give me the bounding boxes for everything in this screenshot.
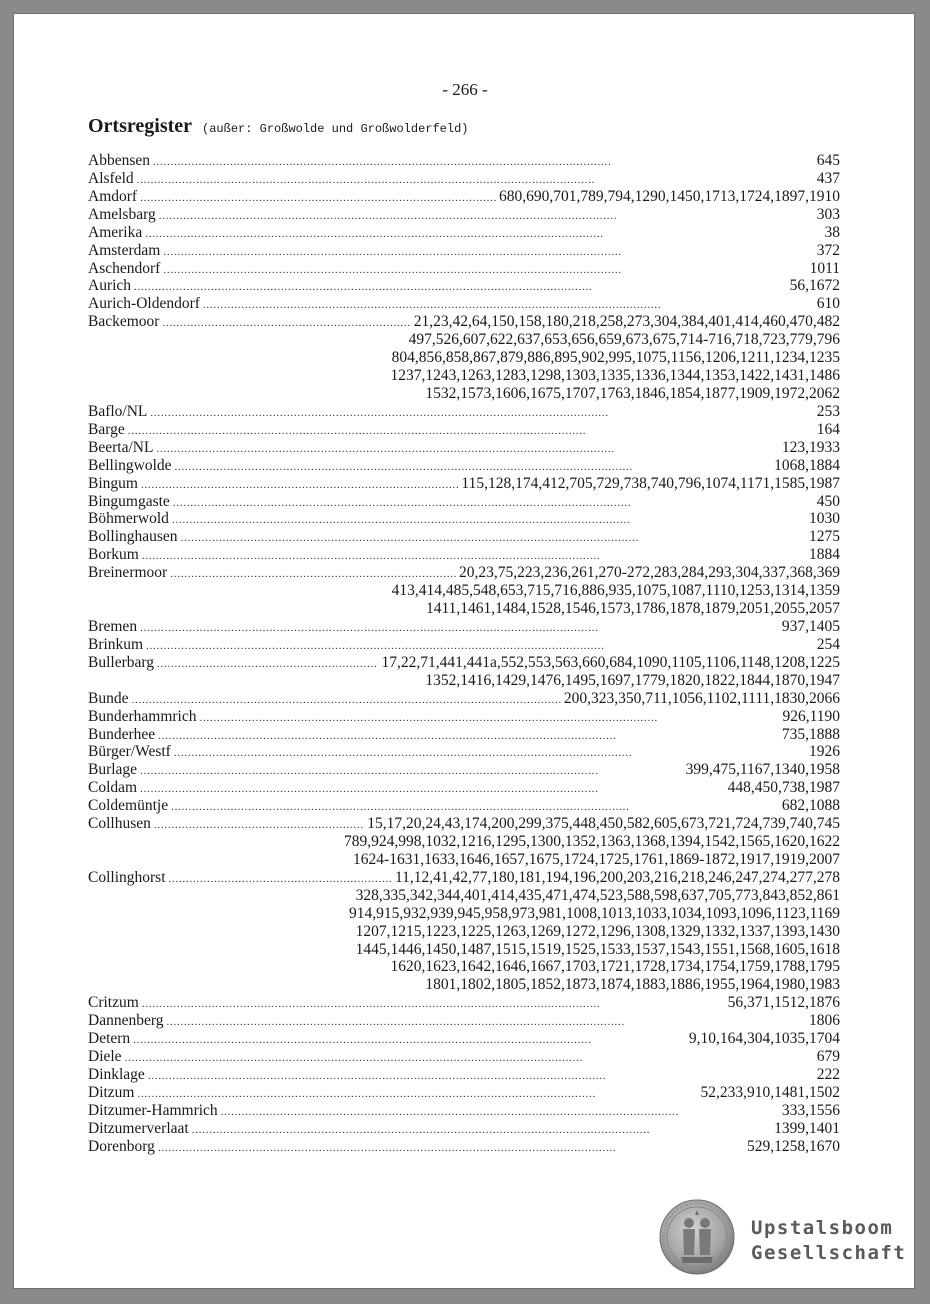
index-entry (88, 1030, 840, 1048)
page-references: 21,23,42,64,150,158,180,218,258,273,304,384,401,414,460,470,482 (413, 313, 840, 331)
place-name: Amsterdam (88, 241, 161, 259)
dot-leader (154, 815, 364, 833)
index-entry (88, 421, 840, 439)
place-name: Böhmerwold (88, 510, 169, 528)
dot-leader (150, 403, 813, 421)
place-name: Amerika (88, 223, 143, 241)
page-references: 333,1556 (781, 1101, 840, 1119)
index-entry (88, 170, 840, 188)
page-references: 52,233,910,1481,1502 (700, 1083, 840, 1101)
index-entry-continuation (88, 941, 840, 959)
index-entry (88, 188, 840, 206)
page-references: 645 (816, 152, 840, 169)
page-references: 328,335,342,344,401,414,435,471,474,523,588,598,637,705,773,843,852,861 (355, 886, 840, 904)
page-references: 1011 (809, 259, 840, 277)
index-entry (88, 797, 840, 815)
place-name: Brinkum (88, 635, 144, 653)
place-name: Aurich (88, 277, 132, 295)
place-name: Breinermoor (88, 564, 168, 582)
dot-leader (172, 510, 806, 528)
index-entry-continuation (88, 887, 840, 905)
index-entry (88, 475, 840, 493)
dot-leader (174, 743, 806, 761)
page-references: 937,1405 (781, 617, 840, 635)
page-references: 200,323,350,711,1056,1102,1111,1830,2066 (563, 689, 840, 707)
page-references: 448,450,738,1987 (727, 779, 840, 797)
index-entry (88, 726, 840, 744)
page-references: 15,17,20,24,43,174,200,299,375,448,450,582,605,673,721,724,739,740,745 (367, 815, 840, 833)
place-name: Critzum (88, 994, 139, 1012)
index-entry (88, 1120, 840, 1138)
index-entry (88, 618, 840, 636)
page-references: 1806 (809, 1012, 840, 1030)
dot-leader (163, 260, 806, 278)
heading-subtitle: (außer: Großwolde und Großwolderfeld) (202, 122, 469, 136)
index-entry-continuation (88, 582, 840, 600)
place-name: Bürger/Westf (88, 743, 171, 761)
page-references: 1352,1416,1429,1476,1495,1697,1779,1820,1822,1844,1870,1947 (425, 671, 840, 689)
index-entry (88, 815, 840, 833)
dot-leader (158, 1138, 744, 1156)
dot-leader (140, 188, 496, 206)
page-references: 1445,1446,1450,1487,1515,1519,1525,1533,1537,1543,1551,1568,1605,1618 (355, 940, 840, 958)
index-entry-continuation (88, 923, 840, 941)
place-name: Abbensen (88, 152, 150, 169)
index-entry (88, 690, 840, 708)
index-entry (88, 1138, 840, 1156)
index-entry (88, 1066, 840, 1084)
dot-leader (203, 295, 814, 313)
page-references: 1207,1215,1223,1225,1263,1269,1272,1296,1308,1329,1332,1337,1393,1430 (355, 922, 840, 940)
dot-leader (148, 1066, 814, 1084)
place-name: Ditzumerverlaat (88, 1119, 189, 1137)
index-entry-continuation (88, 905, 840, 923)
page-references: 529,1258,1670 (747, 1137, 840, 1155)
page-references: 1884 (809, 546, 840, 564)
dot-leader (125, 1048, 814, 1066)
index-entry (88, 636, 840, 654)
place-name: Aschendorf (88, 259, 161, 277)
dot-leader (140, 618, 779, 636)
place-name: Bellingwolde (88, 456, 172, 474)
page-references: 789,924,998,1032,1216,1295,1300,1352,1363,1368,1394,1542,1565,1620,1622 (344, 833, 840, 851)
page-references: 1620,1623,1642,1646,1667,1703,1721,1728,1734,1754,1759,1788,1795 (390, 958, 840, 976)
index-entry (88, 493, 840, 511)
page-references: 9,10,164,304,1035,1704 (688, 1030, 840, 1048)
logo-text-line1: Upstalsboom (751, 1217, 894, 1239)
dot-leader (171, 797, 779, 815)
page-references: 11,12,41,42,77,180,181,194,196,200,203,216,218,246,247,274,277,278 (394, 868, 840, 886)
heading-title: Ortsregister (88, 115, 193, 137)
index-entry (88, 528, 840, 546)
place-name: Burlage (88, 761, 138, 779)
place-name: Ditzumer-Hammrich (88, 1101, 218, 1119)
index-entry (88, 295, 840, 313)
place-name: Detern (88, 1030, 131, 1048)
dot-leader (153, 152, 814, 170)
page-references: 437 (816, 169, 840, 187)
index-entry (88, 403, 840, 421)
dot-leader (173, 493, 814, 511)
index-entry (88, 439, 840, 457)
place-name: Bunderhammrich (88, 707, 197, 725)
place-name: Borkum (88, 546, 139, 564)
dot-leader (199, 708, 779, 726)
place-name: Barge (88, 420, 125, 438)
dot-leader (157, 654, 378, 672)
page-references: 20,23,75,223,236,261,270-272,283,284,293,304,337,368,369 (458, 564, 840, 582)
dot-leader (138, 1084, 698, 1102)
page-references: 1068,1884 (774, 456, 840, 474)
index-entry (88, 546, 840, 564)
place-name: Bunde (88, 689, 129, 707)
page-references: 610 (816, 295, 840, 313)
place-name: Bingum (88, 474, 138, 492)
place-name: Bullerbarg (88, 653, 155, 671)
dot-leader (142, 994, 725, 1012)
page-references: 56,1672 (789, 277, 840, 295)
dot-leader (141, 475, 458, 493)
index-entry-continuation (88, 672, 840, 690)
page-references: 413,414,485,548,653,715,716,886,935,1075,1087,1110,1253,1314,1359 (391, 582, 840, 600)
index-entry (88, 654, 840, 672)
place-name: Backemoor (88, 313, 160, 331)
place-name: Diele (88, 1048, 122, 1066)
index-entry (88, 313, 840, 331)
place-name: Dinklage (88, 1066, 145, 1084)
dot-leader (158, 726, 779, 744)
page-references: 56,371,1512,1876 (727, 994, 840, 1012)
seal-icon (659, 1199, 735, 1275)
page-references: 682,1088 (781, 797, 840, 815)
index-entry (88, 779, 840, 797)
dot-leader (181, 528, 806, 546)
index-entry-continuation (88, 349, 840, 367)
dot-leader (131, 690, 560, 708)
page-references: 1624-1631,1633,1646,1657,1675,1724,1725,1761,1869-1872,1917,1919,2007 (353, 850, 840, 868)
dot-leader (140, 779, 725, 797)
place-name: Amelsbarg (88, 205, 156, 223)
page-references: 735,1888 (781, 725, 840, 743)
page-references: 17,22,71,441,441a,552,553,563,660,684,1090,1105,1106,1148,1208,1225 (381, 653, 840, 671)
page-references: 1532,1573,1606,1675,1707,1763,1846,1854,1877,1909,1972,2062 (425, 384, 840, 402)
page-references: 303 (816, 205, 840, 223)
dot-leader (137, 170, 814, 188)
place-name: Collhusen (88, 815, 151, 833)
place-name: Beerta/NL (88, 438, 154, 456)
page-references: 926,1190 (782, 707, 840, 725)
page-references: 680,690,701,789,794,1290,1450,1713,1724,1897,1910 (499, 187, 840, 205)
index-entry (88, 1102, 840, 1120)
upstalsboom-logo (659, 1199, 907, 1279)
page-references: 115,128,174,412,705,729,738,740,796,1074,1171,1585,1987 (461, 474, 840, 492)
index-entry (88, 242, 840, 260)
place-name: Aurich-Oldendorf (88, 295, 200, 313)
page-references: 914,915,932,939,945,958,973,981,1008,1013,1033,1034,1093,1096,1123,1169 (349, 904, 840, 922)
page-references: 1411,1461,1484,1528,1546,1573,1786,1878,1879,2051,2055,2057 (425, 600, 840, 618)
page-references: 254 (816, 635, 840, 653)
index-entry-continuation (88, 976, 840, 994)
dot-leader (156, 439, 778, 457)
page-references: 1275 (809, 528, 840, 546)
place-name: Dorenborg (88, 1137, 155, 1155)
index-entry-continuation (88, 367, 840, 385)
dot-leader (162, 313, 410, 331)
place-name: Coldam (88, 779, 138, 797)
dot-leader (146, 636, 814, 654)
place-name: Collinghorst (88, 868, 166, 886)
page-references: 164 (816, 420, 840, 438)
page-references: 804,856,858,867,879,886,895,902,995,1075,1156,1206,1211,1234,1235 (391, 349, 840, 367)
page-references: 450 (816, 492, 840, 510)
index-entry (88, 761, 840, 779)
index-entry-continuation (88, 851, 840, 869)
page-references: 1237,1243,1263,1283,1298,1303,1335,1336,1344,1353,1422,1431,1486 (390, 367, 840, 385)
index-entry (88, 457, 840, 475)
place-name: Bunderhee (88, 725, 156, 743)
dot-leader (175, 457, 772, 475)
page-references: 123,1933 (781, 438, 840, 456)
index-entry (88, 224, 840, 242)
page-references: 1926 (809, 743, 840, 761)
page-references: 1030 (809, 510, 840, 528)
index-entry-continuation (88, 385, 840, 403)
dot-leader (163, 242, 813, 260)
index-entry (88, 1048, 840, 1066)
dot-leader (169, 869, 392, 887)
index-heading (88, 115, 468, 138)
dot-leader (170, 564, 456, 582)
index-entry (88, 994, 840, 1012)
page-references: 1399,1401 (774, 1119, 840, 1137)
page-references: 1801,1802,1805,1852,1873,1874,1883,1886,1955,1964,1980,1983 (425, 976, 840, 994)
place-name: Ditzum (88, 1083, 135, 1101)
index-entry (88, 260, 840, 278)
dot-leader (166, 1012, 806, 1030)
page-references: 372 (816, 241, 840, 259)
place-name: Dannenberg (88, 1012, 164, 1030)
place-name: Bremen (88, 617, 138, 635)
page-references: 222 (816, 1066, 840, 1084)
place-index-list (88, 152, 840, 1156)
dot-leader (134, 277, 787, 295)
index-entry (88, 206, 840, 224)
place-name: Baflo/NL (88, 402, 148, 420)
index-entry (88, 708, 840, 726)
dot-leader (133, 1030, 686, 1048)
dot-leader (140, 761, 682, 779)
page-number: - 266 - (442, 80, 488, 99)
page-references: 679 (816, 1048, 840, 1066)
dot-leader (159, 206, 814, 224)
page-references: 399,475,1167,1340,1958 (685, 761, 840, 779)
place-name: Alsfeld (88, 169, 134, 187)
index-entry-continuation (88, 331, 840, 349)
place-name: Amdorf (88, 187, 138, 205)
index-entry (88, 743, 840, 761)
logo-text-line2: Gesellschaft (751, 1242, 907, 1264)
page-references: 497,526,607,622,637,653,656,659,673,675,714-716,718,723,779,796 (408, 331, 840, 349)
dot-leader (128, 421, 814, 439)
index-entry-continuation (88, 958, 840, 976)
index-entry (88, 510, 840, 528)
page-references: 253 (816, 402, 840, 420)
index-entry (88, 564, 840, 582)
place-name: Bollinghausen (88, 528, 178, 546)
place-name: Coldemüntje (88, 797, 169, 815)
index-entry (88, 1084, 840, 1102)
index-entry (88, 277, 840, 295)
index-entry-continuation (88, 833, 840, 851)
dot-leader (145, 224, 821, 242)
dot-leader (142, 546, 806, 564)
index-entry (88, 152, 840, 170)
dot-leader (221, 1102, 779, 1120)
index-entry (88, 869, 840, 887)
place-name: Bingumgaste (88, 492, 170, 510)
index-entry-continuation (88, 600, 840, 618)
index-entry (88, 1012, 840, 1030)
page-references: 38 (824, 223, 840, 241)
dot-leader (192, 1120, 771, 1138)
